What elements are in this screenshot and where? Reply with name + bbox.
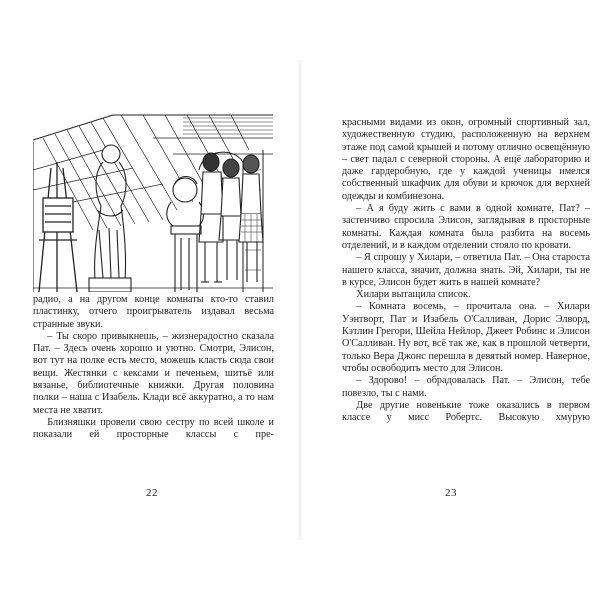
paragraph: – Я спрошу у Хилари, – ответила Пат. – Она староста нашего класса, значит, должна знать. Эй, Хилари, ты не в курсе, Элисон будет жить в нашей комнате?: [342, 252, 590, 288]
paragraph: – Комната восемь, – прочитала она. – Хилари Уэнтворт, Пат и Изабель О'Салливан, Дорис Элворд, Кэтлин Грегори, Шейла Нейлор, Джеет Робинс и Элисон О'Салливан. Ну вот, всё так же, как в прошлой четверти, только Вера Джонс перешла в девятый номер. Наверное, чтобы освободить место для Элисон.: [342, 301, 590, 374]
page-number: 22: [146, 487, 158, 499]
paragraph: красными видами из окон, огромный спортивный зал, художественную студию, расположенную на верхнем этаже под самой крышей и потому отлично освещённую – свет падал с северной стороны. А ещё лабораторию и даже гардеробную, где у каждой ученицы имелся собственный шкафчик для обуви и крючок для верхней одежды и комбинезона.: [342, 117, 590, 202]
paragraph: – Ты скоро привыкнешь, – жизнерадостно сказала Пат. – Здесь очень хорошо и уютно. Смотри, Элисон, вот тут на полке есть место, можешь класть сюда свои вещи. Жестянки с кексами и печеньем, шитьё или вязанье, библиотечные книжки. Другая половина полки – наша с Изабель. Клади всё аккуратно, а то нам места не хватит.: [33, 330, 274, 416]
paragraph: Хилари вытащила список.: [356, 289, 471, 301]
art-studio-illustration: [33, 110, 273, 292]
paragraph: – Здорово! – обрадовалась Пат. – Элисон, тебе повезло, ты с нами.: [342, 375, 590, 399]
left-page-text: [33, 294, 274, 442]
right-page: [300, 0, 600, 600]
paragraph: – А я буду жить с вами в одной комнате, Пат? – застенчиво спросила Элисон, заглядывая в просторные комнаты. Каждая комната была разбита на восемь отделений, и в каждом отделении стояло по кровати.: [342, 203, 590, 251]
right-page-text: [342, 117, 590, 424]
page-number: 23: [445, 487, 457, 499]
paragraph: радио, а на другом конце комнаты кто-то ставил пластинку, отчего проигрыватель издавал весьма странные звуки.: [33, 294, 274, 330]
paragraph: Близняшки провели свою сестру по всей школе и показали ей просторные классы с пре-: [33, 416, 274, 441]
paragraph: Две другие новенькие тоже оказались в первом классе у мисс Робертс. Высокую хмурую: [342, 399, 590, 424]
